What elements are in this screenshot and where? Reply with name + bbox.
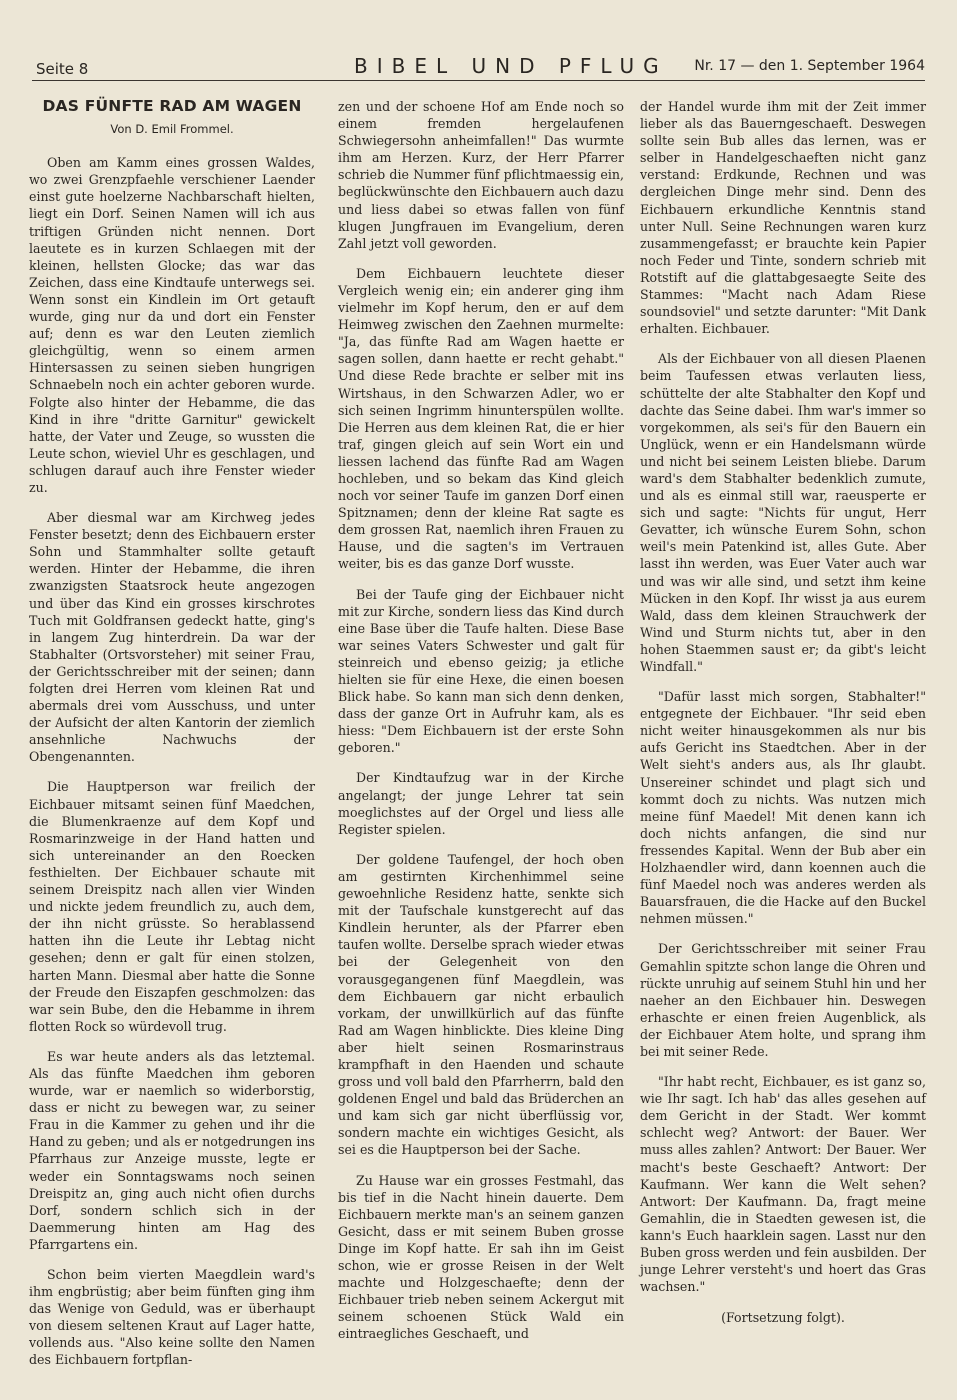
- paragraph: Es war heute anders als das letztemal. Als das fünfte Maedchen ihm geboren wurde, war er naemlich so widerborstig, dass er nicht zu bewegen war, zu seiner Frau in die Kammer zu gehen und ihr die Hand zu geben; und als er notgedrungen ins Pfarrhaus zur Anzeige musste, legte er weder ein Sonntagswams noch seinen Dreispitz an, ging auch nicht ofien durchs Dorf, sondern schlich sich in der Daemmerung hinten am Hag des Pfarrgartens ein.: [29, 1048, 315, 1252]
- paragraph: zen und der schoene Hof am Ende noch so einem fremden hergelaufenen Schwiegersohn anheimfallen!" Das wurmte ihm am Herzen. Kurz, der Herr Pfarrer schrieb die Nummer fünf pflichtmaessig ein, beglückwünschte den Eichbauern auch dazu und liess dabei so etwas fallen von fünf klugen Jungfrauen im Evangelium, deren Zahl jetzt voll geworden.: [338, 99, 624, 251]
- paragraph: Aber diesmal war am Kirchweg jedes Fenster besetzt; denn des Eichbauern erster Sohn und Stammhalter sollte getauft werden. Hinter der Hebamme, die ihren zwanzigsten Staatsrock heute angezogen und über das Kind ein grosses kirschrotes Tuch mit Goldfransen gedeckt hatte, ging's in langem Zug hinterdrein. Da war der Stabhalter (Ortsvorsteher) mit seiner Frau, der Gerichtsschreiber mit der seinen; dann folgten drei Herren vom kleinen Rat und abermals drei vom Ausschuss, und unter der Aufsicht der alten Kantorin der ziemlich ansehnliche Nachwuchs der Obengenannten.: [29, 510, 315, 765]
- text-column-1: [29, 98, 315, 1369]
- paragraph: Der goldene Taufengel, der hoch oben am gestirnten Kirchenhimmel seine gewoehnliche Residenz hatte, senkte sich mit der Taufschale kunstgerecht auf das Kindlein herunter, als der Pfarrer eben taufen wollte. Derselbe sprach wieder etwas bei der Gelegenheit von den vorausgegangenen fünf Maegdlein, was dem Eichbauern gar nicht erbaulich vorkam, der unwillkürlich auf das fünfte Rad am Wagen hinblickte. Dies kleine Ding aber hielt seinen Rosmarinstraus krampfhaft in den Haenden und schaute gross und voll bald den Pfarrherrn, bald den goldenen Engel und bald das Brüderchen an und kam sich gar nicht überflüssig vor, sondern machte ein wichtiges Gesicht, als sei es die Hauptperson bei der Sache.: [338, 851, 624, 1158]
- text-column-2: [338, 98, 624, 1342]
- paragraph: Oben am Kamm eines grossen Waldes, wo zwei Grenzpfaehle verschiener Laender einst gute hoelzerne Nachbarschaft hielten, liegt ein Dorf. Seinen Namen will ich aus triftigen Gründen nicht nennen. Dort laeutete es in kurzen Schlaegen mit der kleinen, hellsten Glocke; das war das Zeichen, dass eine Kindtaufe unterwegs sei. Wenn sonst ein Kindlein im Ort getauft wurde, ging nur da und dort ein Fenster auf; denn es war den Leuten ziemlich gleichgültig, wenn so einem armen Hintersassen zu seinen sieben hungrigen Schnaebeln noch ein achter geboren wurde. Folgte also hinter der Hebamme, die das Kind in ihre "dritte Garnitur" gewickelt hatte, der Vater und Zeuge, so wussten die Leute schon, wieviel Uhr es geschlagen, und schlugen darauf auch ihre Fenster wieder zu.: [29, 155, 315, 495]
- paragraph: Die Hauptperson war freilich der Eichbauer mitsamt seinen fünf Maedchen, die Blumenkraenze auf dem Kopf und Rosmarinzweige in der Hand hatten und sich untereinander an den Roecken festhielten. Der Eichbauer schaute mit seinem Dreispitz nach allen vier Winden und nickte jedem freundlich zu, auch dem, der ihn nicht grüsste. So herablassend hatten ihn die Leute ihr Lebtag nicht gesehen; denn er galt für einen stolzen, harten Mann. Diesmal aber hatte die Sonne der Freude den Eiszapfen geschmolzen: das war sein Bube, den die Hebamme in ihrem flotten Rock so würdevoll trug.: [29, 779, 315, 1034]
- article-byline: Von D. Emil Frommel.: [110, 122, 234, 137]
- paragraph: Der Gerichtsschreiber mit seiner Frau Gemahlin spitzte schon lange die Ohren und rückte unruhig auf seinem Stuhl hin und her naeher an den Eichbauer hin. Deswegen erhaschte er einen freien Augenblick, als der Eichbauer Atem holte, und sprang ihm bei mit seiner Rede.: [640, 941, 926, 1059]
- continuation-note: (Fortsetzung folgt).: [721, 1310, 845, 1326]
- paragraph: "Dafür lasst mich sorgen, Stabhalter!" entgegnete der Eichbauer. "Ihr seid eben nicht weiter hinausgekommen als nur bis aufs Gericht ins Staedtchen. Aber in der Welt sieht's anders aus, als Ihr glaubt. Unsereiner schindet und plagt sich und kommt doch zu nichts. Was nutzen mich meine fünf Maedel! Mit denen kann ich doch nichts anfangen, die sind nur fressendes Kapital. Wenn der Bub aber ein Holzhaendler wird, dann koennen auch die fünf Maedel noch was anderes werden als Bauarsfrauen, die die Hacke auf den Buckel nehmen müssen.": [640, 689, 926, 927]
- article-title: DAS FÜNFTE RAD AM WAGEN: [42, 97, 302, 115]
- paragraph: "Ihr habt recht, Eichbauer, es ist ganz so, wie Ihr sagt. Ich hab' das alles gesehen auf dem Gericht in der Stadt. Wer kommt schlecht weg? Antwort: der Bauer. Wer muss alles zahlen? Antwort: Der Bauer. Wer macht's beste Geschaeft? Antwort: Der Kaufmann. Wer kann die Welt sehen? Antwort: Der Kaufmann. Da, fragt meine Gemahlin, die in Staedten gewesen ist, die kann's Euch haarklein sagen. Lasst nur den Buben gross werden und fein ausbilden. Der junge Lehrer versteht's und hoert das Gras wachsen.": [640, 1074, 926, 1295]
- paragraph: Schon beim vierten Maegdlein ward's ihm engbrüstig; aber beim fünften ging ihm das Wenige von Geduld, was er überhaupt von diesem seltenen Kraut auf Lager hatte, vollends aus. "Also keine sollte den Namen des Eichbauern fortpflan-: [29, 1267, 315, 1368]
- page-number: Seite 8: [36, 60, 89, 78]
- paragraph: Bei der Taufe ging der Eichbauer nicht mit zur Kirche, sondern liess das Kind durch eine Base über die Taufe halten. Diese Base war seines Vaters Schwester und galt für steinreich und ebenso geizig; ja etliche hielten sie für eine Hexe, die einen boesen Blick habe. So kann man sich denn denken, dass der ganze Ort in Aufruhr kam, als es hiess: "Dem Eichbauern ist der erste Sohn geboren.": [338, 586, 624, 756]
- issue-date: Nr. 17 — den 1. September 1964: [694, 58, 925, 74]
- paragraph: Zu Hause war ein grosses Festmahl, das bis tief in die Nacht hinein dauerte. Dem Eichbauern merkte man's an seinem ganzen Gesicht, dass er mit seinem Buben grosse Dinge im Kopf hatte. Er sah ihn im Geist schon, wie er grosse Reisen in der Welt machte und Holzgeschaefte; denn der Eichbauer trieb neben seinem Ackergut mit seinem schoenen Stück Wald ein eintraegliches Geschaeft, und: [338, 1172, 624, 1342]
- paragraph: der Handel wurde ihm mit der Zeit immer lieber als das Bauerngeschaeft. Deswegen sollte sein Bub alles das lernen, was er selber in Handelgeschaeften nicht ganz verstand: Erdkunde, Rechnen und was dergleichen Dinge mehr sind. Denn des Eichbauern erkundliche Kenntnis stand unter Null. Seine Rechnungen waren kurz zusammengefasst; er brauchte kein Papier noch Feder und Tinte, sondern schrieb mit Rotstift auf die glattabgesaegte Seite des Stammes: "Macht nach Adam Riese soundsoviel" und setzte darunter: "Mit Dank erhalten. Eichbauer.: [640, 99, 926, 337]
- paragraph: Der Kindtaufzug war in der Kirche angelangt; der junge Lehrer tat sein moeglichstes auf der Orgel und liess alle Register spielen.: [338, 770, 624, 837]
- masthead-title: BIBEL UND PFLUG: [354, 54, 668, 78]
- header-rule: [32, 80, 925, 81]
- page-header: [32, 52, 925, 82]
- paragraph: Dem Eichbauern leuchtete dieser Vergleich wenig ein; ein anderer ging ihm vielmehr im Kopf herum, den er auf dem Heimweg zwischen den Zaehnen murmelte: "Ja, das fünfte Rad am Wagen haette er sagen sollen, dann haette er recht gehabt." Und diese Rede brachte er selber mit ins Wirtshaus, in den Schwarzen Adler, wo er sich seinen Ingrimm hinunterspülen wollte. Die Herren aus dem kleinen Rat, die er hier traf, gingen gleich auf sein Wort ein und liessen lachend das fünfte Rad am Wagen hochleben, und so bekam das Kind gleich noch vor seiner Taufe im ganzen Dorf einen Spitznamen; denn der kleine Rat sagte es dem grossen Rat, naemlich ihren Frauen zu Hause, und die sagten's im Vertrauen weiter, bis es das ganze Dorf wusste.: [338, 265, 624, 572]
- paragraph: Als der Eichbauer von all diesen Plaenen beim Taufessen etwas verlauten liess, schüttelte der alte Stabhalter den Kopf und dachte das Seine dabei. Ihm war's immer so vorgekommen, als sei's für den Bauern ein Unglück, wenn er ein Handelsmann würde und nicht bei seinem Leisten bliebe. Darum ward's dem Stabhalter bedenklich zumute, und als es einmal still war, raeusperte er sich und sagte: "Nichts für ungut, Herr Gevatter, ich wünsche Eurem Sohn, schon weil's mein Patenkind ist, alles Gute. Aber lasst ihn werden, was Euer Vater auch war und was wir alle sind, und setzt ihm keine Mücken in den Kopf. Ihr wisst ja aus eurem Wald, dass dem kleinen Strauchwerk der Wind und Sturm nichts tut, aber in den hohen Staemmen saust er; da gibt's leicht Windfall.": [640, 351, 926, 674]
- text-column-3: [640, 98, 926, 1326]
